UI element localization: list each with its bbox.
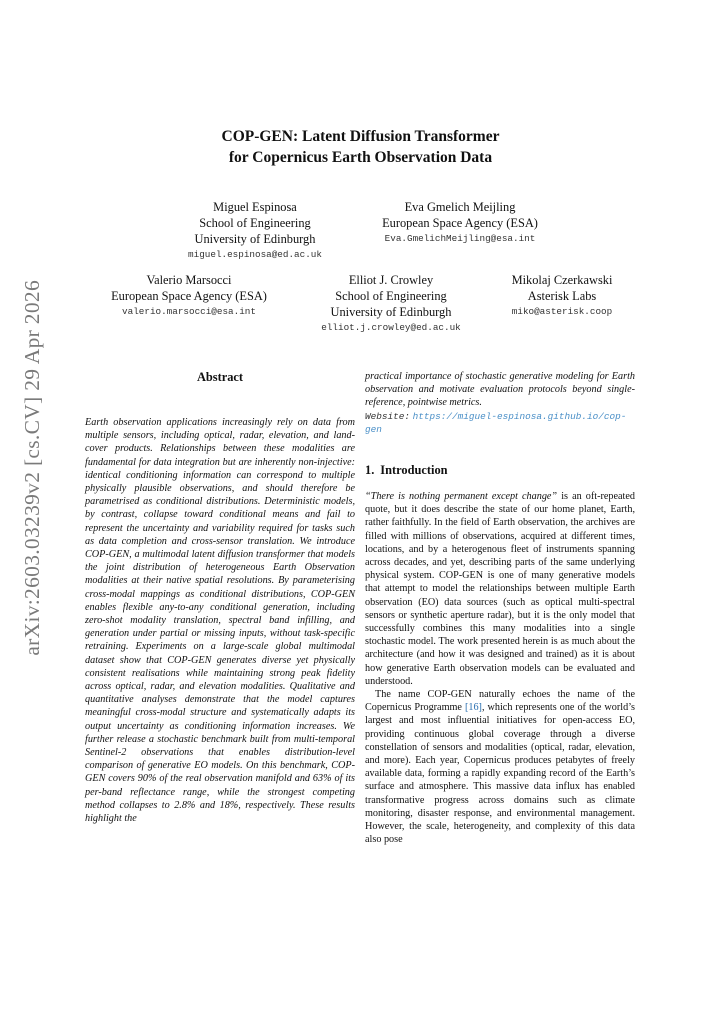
citation-link[interactable]: [16]: [464, 702, 482, 714]
intro-paragraph-1: [365, 490, 635, 688]
arxiv-stamp-text: arXiv:2603.03239v2 [cs.CV] 29 Apr 2026: [19, 279, 44, 656]
left-column: [85, 370, 355, 825]
author-name: Elliot J. Crowley: [348, 273, 434, 287]
author-email: miguel.espinosa@ed.ac.uk: [188, 249, 322, 260]
intro-paragraph-2: [365, 688, 635, 846]
author-affiliation: Asterisk Labs: [527, 289, 597, 303]
title-line-2: for Copernicus Earth Observation Data: [228, 149, 493, 166]
project-website: [365, 410, 635, 436]
author-affiliation: European Space Agency (ESA): [111, 289, 267, 303]
author-email: Eva.GmelichMeijling@esa.int: [384, 233, 536, 244]
paragraph-text: The name COP-GEN naturally echoes the name of the Copernicus Programme: [365, 689, 635, 714]
abstract-heading: Abstract: [196, 370, 244, 384]
author-block: [300, 272, 482, 335]
author-block: [160, 199, 350, 262]
author-name: Mikolaj Czerkawski: [511, 273, 613, 287]
section-title: Introduction: [380, 463, 448, 478]
title-line-1: COP-GEN: Latent Diffusion Transformer: [221, 128, 500, 145]
author-block: [494, 272, 630, 319]
author-email: elliot.j.crowley@ed.ac.uk: [321, 322, 461, 333]
website-label: Website:: [365, 410, 411, 422]
author-block: [90, 272, 288, 319]
section-number: 1.: [365, 463, 375, 478]
author-email: miko@asterisk.coop: [511, 306, 613, 317]
author-name: Eva Gmelich Meijling: [404, 200, 516, 214]
author-affiliation: European Space Agency (ESA): [382, 216, 538, 230]
paper-title: [90, 126, 631, 168]
paragraph-text: is an oft-repeated quote, but it does describe the state of our home planet, Earth, rather faithfully. In the field of Earth observation, the archives are filled with millions of observations, acquired at different times, locations, and by a heterogenous fleet of instruments spanning across decades, and yet, describing parts of the same underlying physical system. COP-GEN is one of many generative models that attempt to model the relationships between multiple Earth observation (EO) data sources (such as optical multi-spectral sensors or synthetic aperture radar), but it is the only model that successfully combines this many modalities into a single stochastic model. The work presented herein is as much about the architecture (and how it was designed and trained) as it is about how generative Earth observation models can be evaluated and understood.: [365, 491, 635, 687]
section-heading: [365, 463, 635, 478]
author-block: [360, 199, 560, 246]
abstract-text: Earth observation applications increasingly rely on data from multiple sensors, including optical, radar, elevation, and land-cover products. Relationships between these modalities are fundamental for data integration but are inherently non-injective: identical conditioning information can correspond to multiple physically plausible observations, and should therefore be parametrised as conditional distributions. Deterministic models, by contrast, collapse toward conditional means and fail to represent the uncertainty and variability required for tasks such as data completion and cross-sensor translation. We introduce COP-GEN, a multimodal latent diffusion transformer that models the joint distribution of heterogeneous Earth Observation modalities at their native spatial resolutions. By parameterising cross-modal mappings as conditional distributions, COP-GEN enables flexible any-to-any conditional generation, including zero-shot modality translation, spectral band infilling, and generation under partial or missing inputs, without task-specific retraining. Experiments on a large-scale global multimodal dataset show that COP-GEN generates diverse yet physically consistent realisations while maintaining strong peak fidelity across optical, radar, and elevation modalities. Qualitative and quantitative analyses demonstrate that the model captures meaningful cross-modal structure and systematically adapts its output uncertainty as conditioning information increases. We further release a stochastic benchmark built from multi-temporal Sentinel-2 observations that enables distribution-level comparison of generative EO models. On this benchmark, COP-GEN covers 90% of the real observation manifold and 63% of its per-band reflectance range, while the strongest competing method collapses to 2.8% and 18%, respectively. These results highlight the: [85, 417, 355, 825]
author-name: Valerio Marsocci: [146, 273, 232, 287]
website-link[interactable]: https://miguel-espinosa.github.io/cop-gen: [365, 410, 627, 435]
opening-quote: “There is nothing permanent except change”: [365, 491, 558, 503]
author-affiliation: School of Engineering: [199, 216, 311, 230]
author-affiliation: University of Edinburgh: [194, 232, 316, 246]
author-email: valerio.marsocci@esa.int: [122, 306, 256, 317]
author-affiliation: School of Engineering: [335, 289, 447, 303]
right-column: [365, 370, 635, 847]
abstract-continuation: practical importance of stochastic generative modeling for Earth observation and motivate evaluation protocols beyond single-reference, pointwise metrics.: [365, 371, 635, 409]
author-name: Miguel Espinosa: [213, 200, 297, 214]
paragraph-text: , which represents one of the world’s largest and most influential initiatives for open-access EO, providing continuous global coverage through a diverse constellation of sensors and modalities (optical, radar, elevation, and more). Each year, Copernicus produces petabytes of freely available data, forming a rapidly expanding record of the Earth’s surface and atmosphere. This massive data influx has enabled transformative progress across domains such as climate monitoring, disaster response, and environmental management. However, the scale, heterogeneity, and complexity of this data also pose: [365, 702, 635, 846]
author-affiliation: University of Edinburgh: [330, 305, 452, 319]
arxiv-stamp: [14, 279, 50, 656]
